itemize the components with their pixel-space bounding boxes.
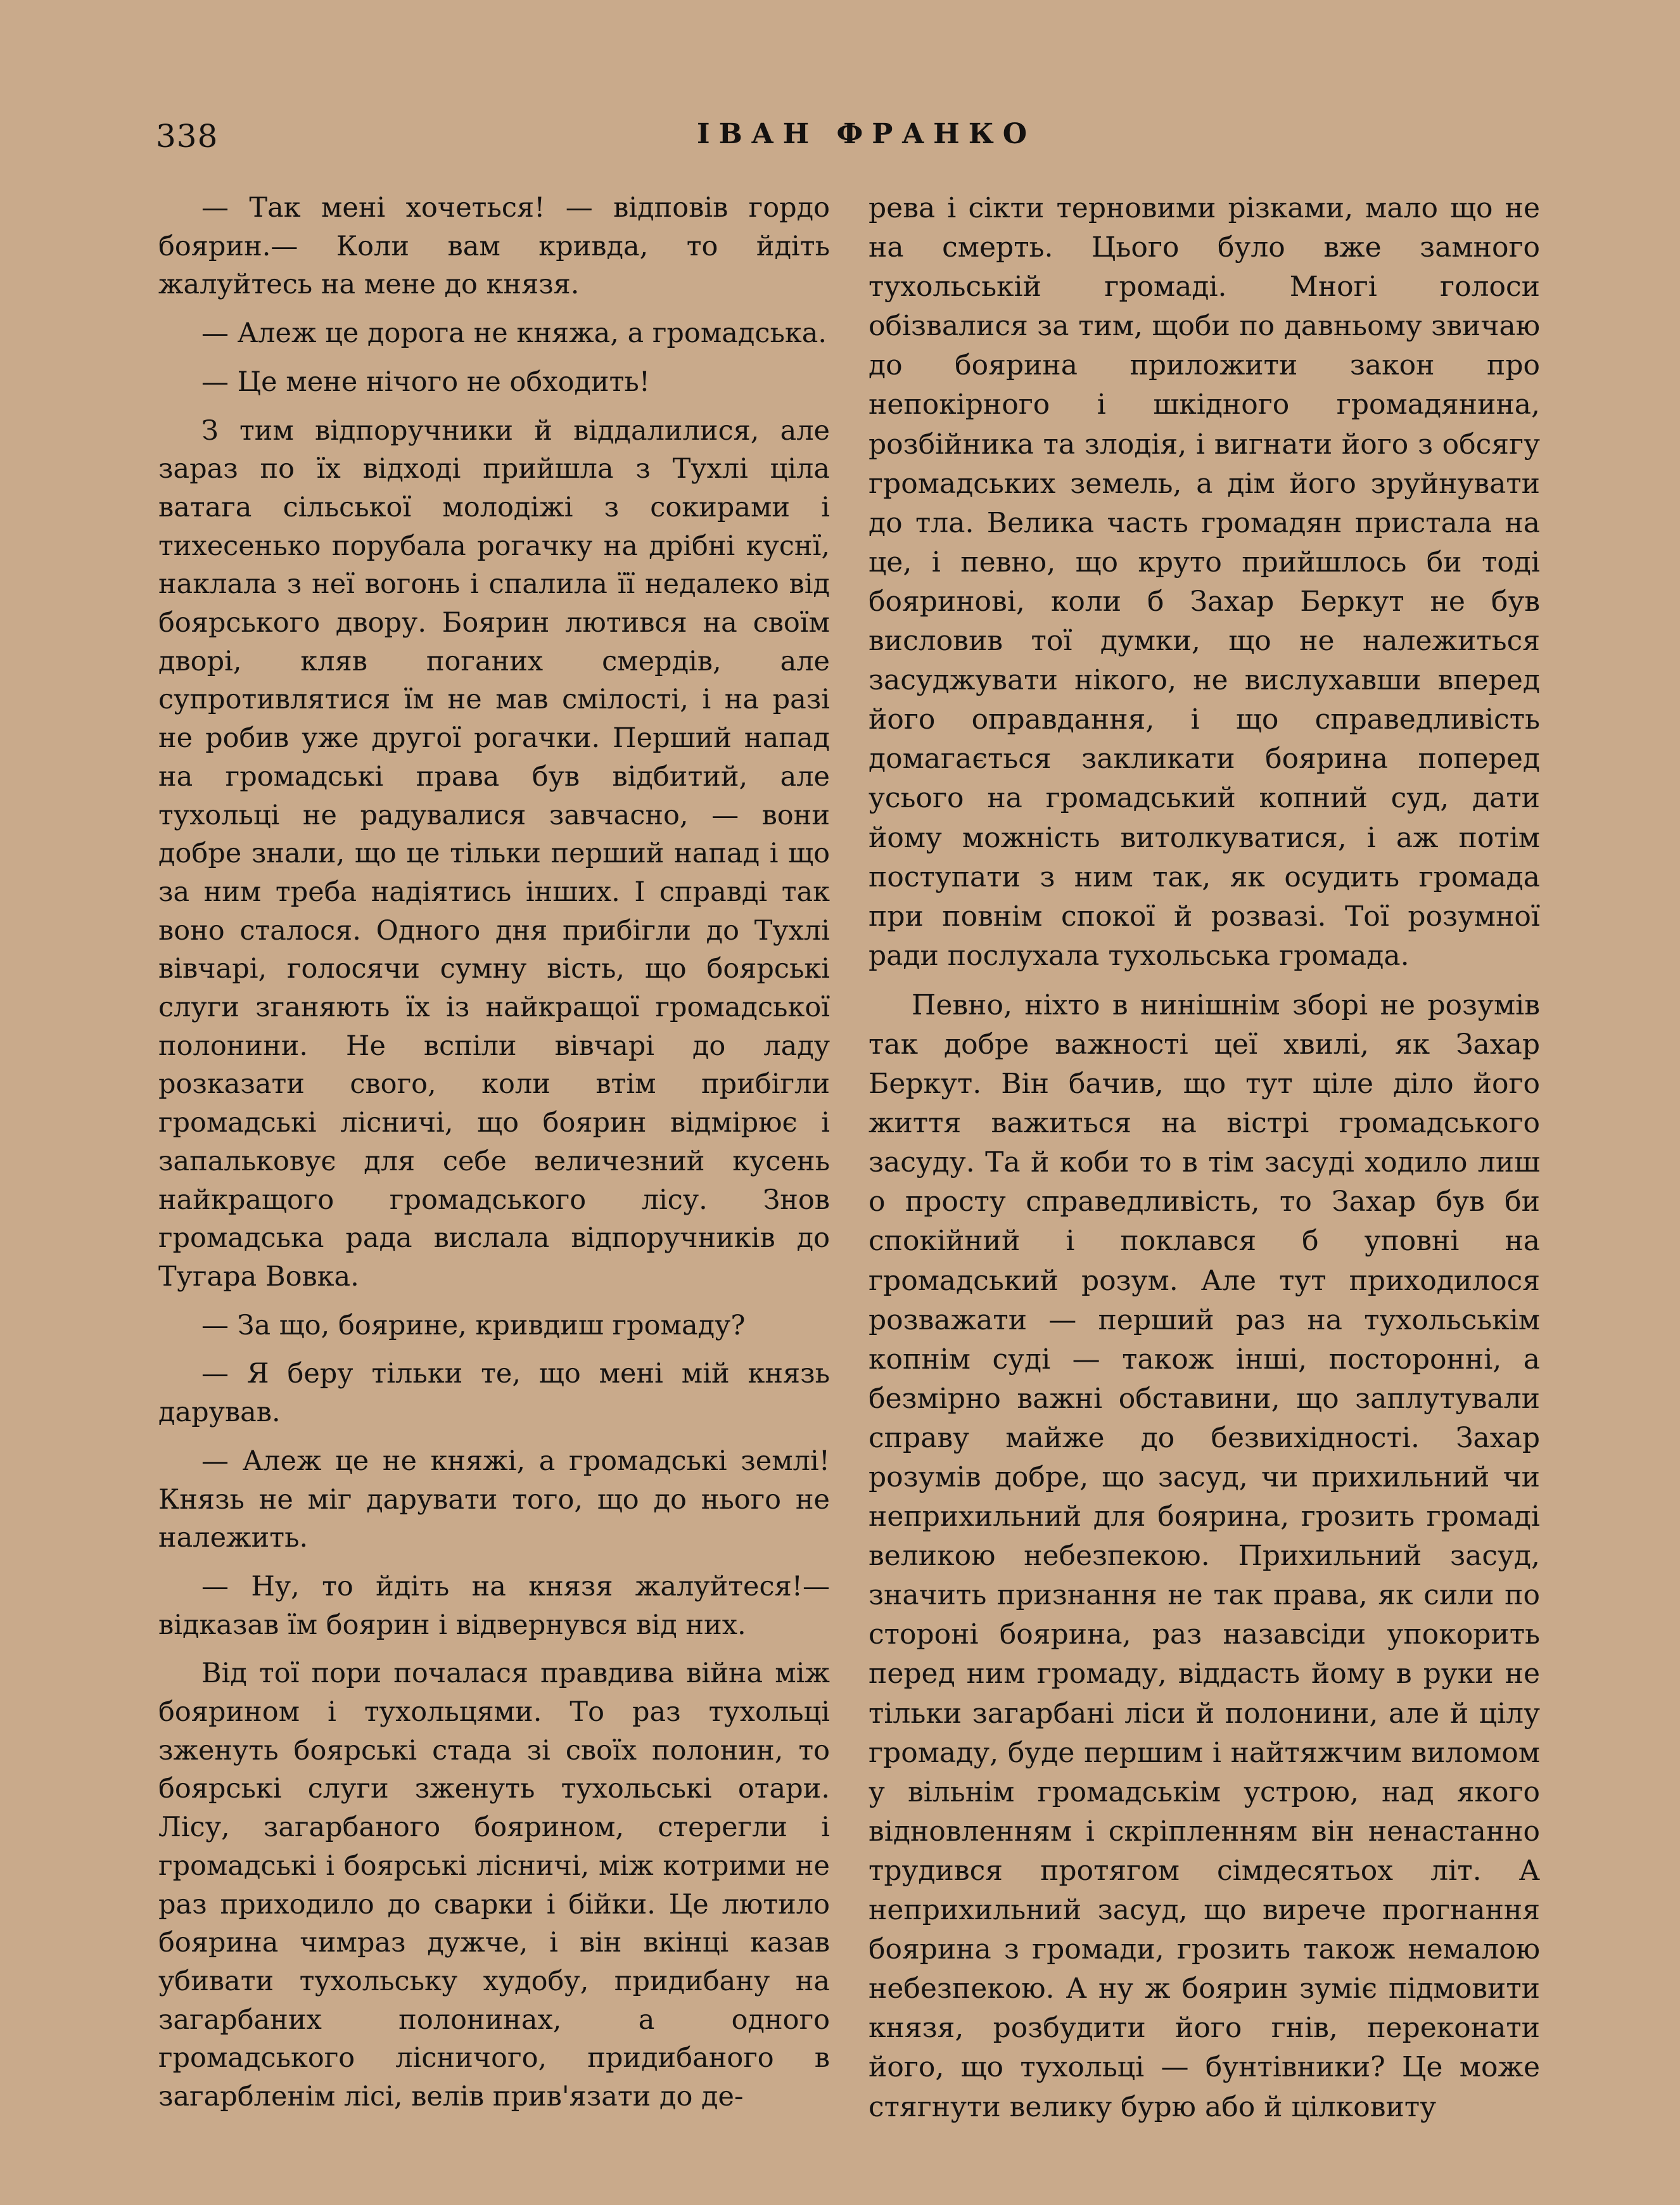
paragraph: — За що, бояpине, кривдиш громаду? <box>201 1309 746 1341</box>
running-title: ІВАН ФРАНКО <box>697 118 1036 150</box>
page-number: 338 <box>156 118 219 155</box>
paragraph: — Це мене нічого не обходить! <box>201 366 651 398</box>
paragraph: Від тої пори почалася правдива війна між боярином і тухольцями. То раз тухольці зженуть боярські стада зі своїх полонин, то боярські слуги зженуть тухольські отари. Лісу, загарбаного боярином, стерегли і громадські і боярські лісничі, між котрими не раз приходило до сварки і бійки. Це лютило боярина чимраз дужче, і він вкінці казав убивати тухольську худобу, придибану на загарбаних полонинах, а одного громадського лісничого, придибаного в загарбленім лісі, велів прив'язати до де- <box>158 1658 830 2113</box>
paragraph: — Я беру тільки те, що мені мій князь дарував. <box>158 1358 830 1429</box>
paragraph: — Ну, то йдіть на князя жалуйтеся!— відказав їм боярин і відвернувся від них. <box>158 1570 830 1641</box>
paragraph: З тим відпоручники й віддалилися, але зараз по їх відході прийшла з Тухлі ціла ватага сільської молодіжі з сокирами і тихесенько порубала рогачку на дрібні куснї, наклала з неї вогонь і спалила її недалеко від боярського двору. Боярин лютився на своїм дворі, кляв поганих смердів, але супротивлятися їм не мав смілості, і на разі не робив уже другої рогачки. Перший напад на громадські права був відбитий, але тухольці не радувалися завчасно, — вони добре знали, що це тільки перший напад і що за ним треба надіятись інших. І справді так воно сталося. Одного дня прибігли до Тухлі вівчарі, голосячи сумну вість, що боярські слуги зганяють їх із найкращої громадської полонини. Не вспіли вівчарі до ладу розказати свого, коли втім прибігли громадські лісничі, що боярин відмірює і запальковує для себе величезний кусень найкращого громадського лісу. Знов громадська рада вислала відпоручників до Тугара Вовка. <box>158 414 830 1293</box>
text-column-left <box>158 189 830 2126</box>
paragraph: — Так мені хочеться! — відповів гордо боярин.— Коли вам кривда, то йдіть жалуйтесь на мене до князя. <box>158 192 830 301</box>
text-column-right <box>869 189 1540 2137</box>
paragraph: Певно, ніхто в нинішнім зборі не розумів так добре важності цеї хвилі, як Захар Беркут. Він бачив, що тут ціле діло його життя важиться на вістрі громадського засуду. Та й коби то в тім засуді ходило лиш о просту справедливість, то Захар був би спокійний і поклався б уповні на громадський розум. Але тут приходилося розважати — перший раз на тухольськім копнім суді — також інші, посторонні, а безмірно важні обставини, що заплутували справу майже до безвихідності. Захар розумів добре, що засуд, чи прихильний чи неприхильний для боярина, грозить громаді великою небезпекою. Прихильний засуд, значить признання не так права, як сили по стороні боярина, раз назавсіди упокорить перед ним громаду, віддасть йому в руки не тільки загарбані ліси й полонини, але й цілу громаду, буде першим і найтяжчим виломом у вільнім громадськім устрою, над якого відновленням і скріпленням він ненастанно трудився протягом сімдесятьох літ. А неприхильний засуд, що виречe прогнання боярина з громади, грозить також немалою небезпекою. А ну ж боярин зуміє підмовити князя, розбудити його гнів, переконати його, що тухольці — бунтівники? Це може стягнути велику бурю або й цілковиту <box>869 988 1540 2123</box>
paragraph: — Алеж це дорога не княжа, а громадська. <box>201 317 827 350</box>
paragraph-continued: рева і сікти терновими різками, мало що не на смерть. Цього було вже замного тухольській громаді. Многі голоси обізвалися за тим, щоби по давньому звичаю до боярина приложити закон про непокірного і шкідного громадянина, розбійника та злодія, і вигнати його з обсягу громадських земель, а дім його зруйнувати до тла. Велика часть громадян пристала на це, і певно, що круто прийшлось би тоді бояринові, коли б Захар Беркут не був висловив тої думки, що не належиться засуджувати нікого, не вислухавши вперед його оправдання, і що справедливість домагається закликати боярина поперед усього на громадський копний суд, дати йому можність витолкуватися, і аж потім поступати з ним так, як осудить громада при повнім спокої й розвазі. Тої розумної ради послухала тухольська громада. <box>869 192 1540 972</box>
paragraph: — Алеж це не княжі, а громадські землі! Князь не міг дарувати того, що до нього не належить. <box>158 1445 830 1554</box>
